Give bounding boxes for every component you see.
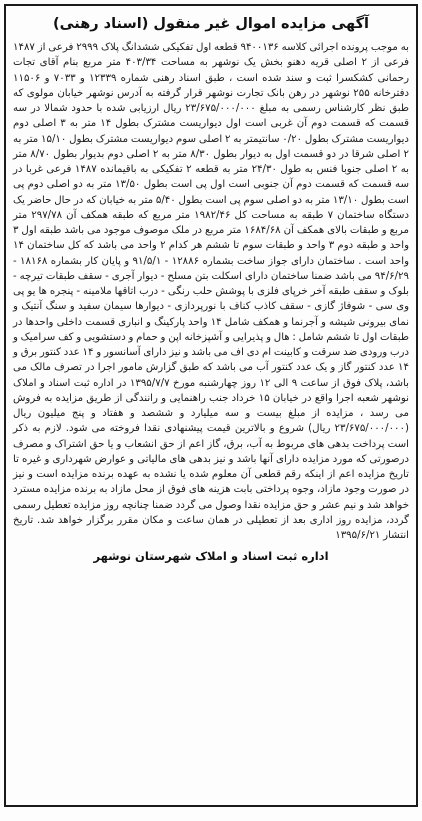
notice-box — [4, 4, 418, 807]
notice-title: آگهی مزایده اموال غیر منقول (اسناد رهنی) — [53, 16, 369, 32]
notice-signature: اداره ثبت اسناد و املاک شهرستان نوشهر — [93, 549, 329, 564]
notice-body: به موجب پرونده اجرائی کلاسه ۹۴۰۰۱۳۶ قطعه اول تفکیکی ششدانگ پلاک ۲۹۹۹ فرعی از ۱۴۸۷ فرعی از ۲ اصلی قریه دهنو بخش یک نوشهر به مساحت ۴۰۳/۳۴ متر مربع بنام آقای تجات رحمانی کشکسرا ثبت و سند شده است ، طبق اسناد رهنی شماره ۱۲۳۳۹ و ۷۰۳۳ و ۱۱۵۰۶ دفترخانه ۲۵۵ نوشهر در رهن بانک تجارت نوشهر قرار گرفته به آدرس نوشهر خیابان مولوی که طبق نظر کارشناس رسمی به مبلغ ۲۳/۶۷۵/۰۰۰/۰۰۰ ریال ارزیابی شده با حدود شمالا در سه قسمت که قسمت دوم آن غربی است اول دیواریست مشترک بطول ۱۴ متر به ۳ اصلی دوم دیواریست مشترک بطول ۰/۲۰ سانتیمتر به ۲ اصلی سوم دیواریست مشترک بطول ۱۵/۱۰ متر به ۲ اصلی شرقا در دو قسمت اول به دیوار بطول ۸/۳۰ متر به ۲ اصلی دوم بدیوار بطول ۸/۷۰ متر به ۲ اصلی جنوبا فنس به طول ۲۴/۳۰ متر به قطعه ۲ تفکیکی به باقیمانده ۱۴۸۷ فرعی غربا در سه قسمت که قسمت دوم آن جنوبی است اول پی است بطول ۱۳/۵۰ متر به دو اصلی دوم پی است بطول ۱۳/۱۰ متر به دو اصلی سوم پی است بطول ۵/۴۰ متر به خیابان که در حال حاضر یک دستگاه ساختمان ۷ طبقه به مساحت کل ۱۹۸۲/۴۶ متر مربع که طبقه همکف آن ۲۹۷/۷۸ متر مربع و طبقات بالای همکف آن ۱۶۸۴/۶۸ متر مربع در ملک موصوف موجود می باشد طبقه اول ۳ واحد و طبقه دوم ۳ واحد و طبقات سوم تا ششم هر کدام ۲ واحد می باشد که کل ساختمان ۱۴ واحد است . ساختمان دارای جواز ساخت بشماره ۱۲۸۸۶ - ۹۱/۵/۱ و پایان کار بشماره ۱۸۱۶۸ - ۹۴/۶/۲۹ می باشد ضمنا ساختمان دارای اسکلت بتن مسلح - دیوار آجری - سقف طبقات تیرچه - بلوک و سقف طبقه آخر خرپای فلزی با پوشش حلب رنگی - درب اتاقها ملامینه - پنجره ها یو پی وی سی - شوفاژ گازی - سقف کاذب کناف با نورپردازی - دیوارها سیمان سفید و سنگ آنتیک و نمای بیرونی شیشه و آجرنما و همکف شامل ۱۴ واحد پارکینگ و انباری قسمت داخلی واحدها در طبقات اول تا ششم شامل : هال و پذیرایی و آشپزخانه اپن و حمام و دستشویی و کف سرامیک و درب ورودی ضد سرقت و کابینت ام دی اف می باشد و نیز دارای آسانسور و ۱۴ عدد کنتور برق و ۱۴ عدد کنتور گاز و یک عدد کنتور آب می باشد که طبق گزارش مامور اجرا در تصرف مالک می باشد، پلاک فوق از ساعت ۹ الی ۱۲ روز چهارشنبه مورخ ۱۳۹۵/۷/۷ در اداره ثبت اسناد و املاک نوشهر شعبه اجرا واقع در خیابان ۱۵ خرداد جنب راهنمایی و رانندگی از طریق مزایده به فروش می رسد ، مزایده از مبلغ بیست و سه میلیارد و ششصد و هفتاد و پنج میلیون ریال (۲۳/۶۷۵/۰۰۰/۰۰۰ ریال) شروع و بالاترین قیمت پیشنهادی نقدا فروخته می شود. لازم به ذکر است پرداخت بدهی های مربوط به آب، برق، گاز اعم از حق انشعاب و یا حق اشتراک و مصرف درصورتی که مورد مزایده دارای آنها باشد و نیز بدهی های مالیاتی و عوارض شهرداری و غیره تا تاریخ مزایده اعم از اینکه رقم قطعی آن معلوم شده یا نشده به عهده برنده مزایده است و نیز در صورت وجود مازاد، وجوه پرداختی بابت هزینه های فوق از محل مازاد به برنده مزایده مسترد خواهد شد و نیم عشر و حق مزایده نقدا وصول می گردد ضمنا چنانچه روز مزایده تعطیل رسمی گردد، مزایده روز اداری بعد از تعطیلی در همان ساعت و مکان مقرر برگزار خواهد شد. تاریخ انتشار ۱۳۹۵/۶/۲۱ — [13, 42, 410, 541]
